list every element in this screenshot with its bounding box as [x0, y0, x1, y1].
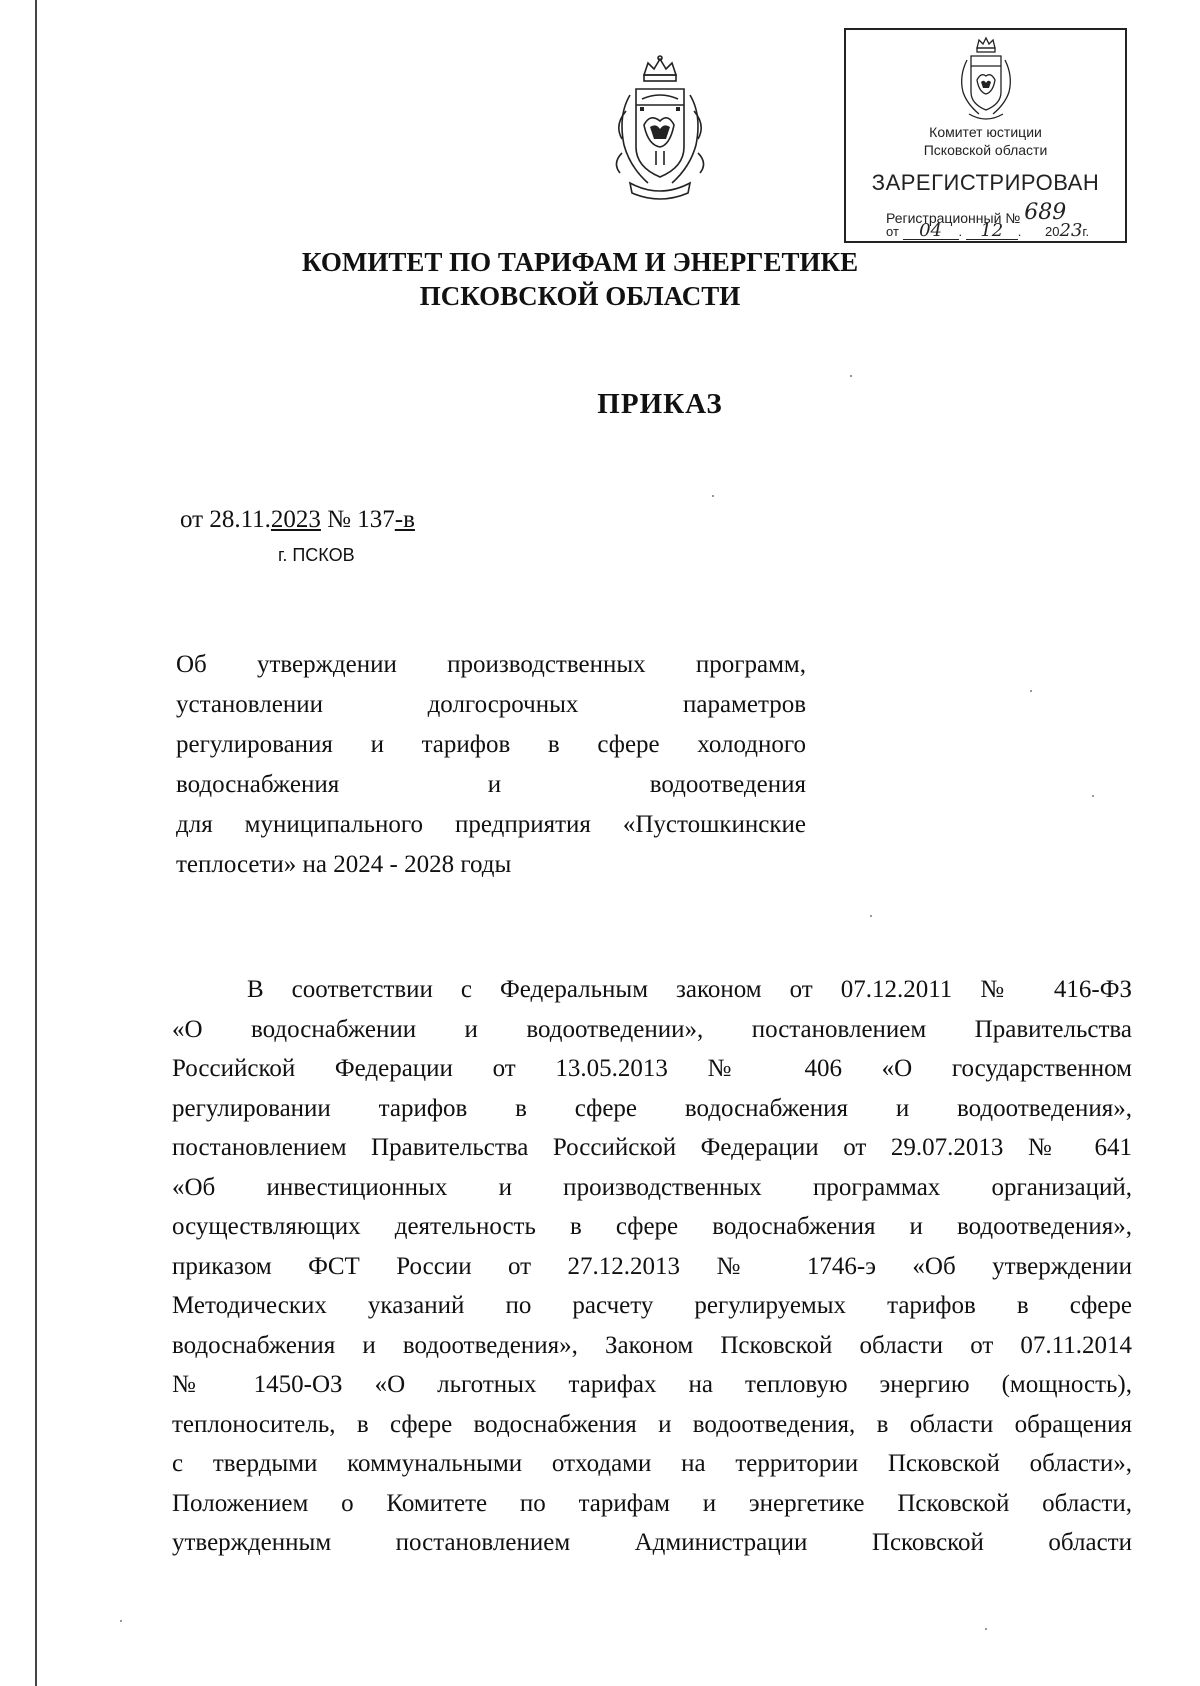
body-line: осуществляющих деятельность в сфере водоснабжения и водоотведения», — [172, 1213, 1132, 1240]
subject-line: водоснабжения и водоотведения — [176, 771, 806, 798]
document-type-title: ПРИКАЗ — [597, 388, 723, 420]
subject-line: установлении долгосрочных параметров — [176, 691, 806, 718]
body-line: водоснабжения и водоотведения», Законом Псковской области от 07.11.2014 — [172, 1331, 1132, 1359]
scan-speck — [712, 495, 714, 497]
registration-stamp — [844, 28, 1127, 243]
stamp-date-day: 04 — [903, 223, 959, 240]
subject-line: регулирования и тарифов в сфере холодного — [176, 731, 806, 758]
subject-line: Об утверждении производственных программ, — [176, 651, 806, 678]
body-line: № 1450-ОЗ «О льготных тарифах на тепловую энергию (мощность), — [172, 1371, 1132, 1398]
stamp-date-prefix: от — [886, 224, 899, 239]
body-line: «Об инвестиционных и производственных программах организаций, — [172, 1173, 1132, 1201]
body-line: «О водоснабжении и водоотведении», постановлением Правительства — [172, 1015, 1132, 1043]
stamp-date-month: 12 — [966, 223, 1018, 240]
org-title-line2: ПСКОВСКОЙ ОБЛАСТИ — [419, 281, 741, 311]
body-line: В соответствии с Федеральным законом от 07.12.2011 № 416-ФЗ — [247, 976, 1132, 1003]
order-body-text — [172, 970, 1132, 1563]
scan-speck — [870, 915, 872, 917]
stamp-reg-number: 689 — [1024, 200, 1067, 225]
body-line: Российской Федерации от 13.05.2013 № 406 «О государственном — [172, 1055, 1132, 1082]
scan-speck — [850, 375, 852, 377]
scan-speck — [1030, 690, 1032, 692]
stamp-date-row: от 04 . 12 . 2023г. — [886, 220, 1090, 241]
subject-line: теплосети» на 2024 - 2028 годы — [176, 851, 512, 878]
order-city: г. ПСКОВ — [278, 545, 355, 565]
body-line: с твердыми коммунальными отходами на территории Псковской области», — [172, 1450, 1132, 1477]
order-subject — [176, 645, 806, 885]
order-date-number — [180, 506, 415, 534]
body-line: теплоноситель, в сфере водоснабжения и водоотведения, в области обращения — [172, 1410, 1132, 1438]
stamp-coat-of-arms-emblem — [951, 36, 1021, 124]
order-date-prefix: от 28.11. — [180, 506, 271, 533]
scan-edge-line — [35, 0, 37, 1686]
stamp-org-line2: Псковской области — [923, 142, 1048, 158]
body-line: Методических указаний по расчету регулируемых тарифов в сфере — [172, 1292, 1132, 1319]
org-title-line1: КОМИТЕТ ПО ТАРИФАМ И ЭНЕРГЕТИКЕ — [301, 247, 859, 277]
order-number: № 137 — [320, 506, 395, 533]
coat-of-arms-emblem — [600, 55, 720, 205]
scan-speck — [120, 1620, 122, 1622]
stamp-reg-label: Регистрационный № — [886, 210, 1021, 226]
order-number-suffix: -в — [394, 506, 415, 533]
body-line: постановлением Правительства Российской Федерации от 29.07.2013 № 641 — [172, 1134, 1132, 1161]
stamp-date-year-prefix: 20 — [1045, 224, 1060, 239]
stamp-status: ЗАРЕГИСТРИРОВАН — [871, 170, 1100, 195]
scan-speck — [985, 1628, 987, 1630]
body-line: приказом ФСТ России от 27.12.2013 № 1746-э «Об утверждении — [172, 1252, 1132, 1280]
body-line: утвержденным постановлением Администрации Псковской области — [172, 1529, 1132, 1556]
stamp-org-line1: Комитет юстиции — [929, 124, 1042, 140]
order-year: 2023 — [270, 506, 321, 533]
stamp-date-suffix: г. — [1082, 224, 1090, 239]
scan-speck — [1092, 795, 1094, 797]
body-line: регулировании тарифов в сфере водоснабжения и водоотведения», — [172, 1094, 1132, 1122]
stamp-date-year-hw: 23 — [1059, 220, 1083, 241]
body-line: Положением о Комитете по тарифам и энергетике Псковской области, — [172, 1489, 1132, 1517]
subject-line: для муниципального предприятия «Пустошкинские — [176, 811, 806, 838]
